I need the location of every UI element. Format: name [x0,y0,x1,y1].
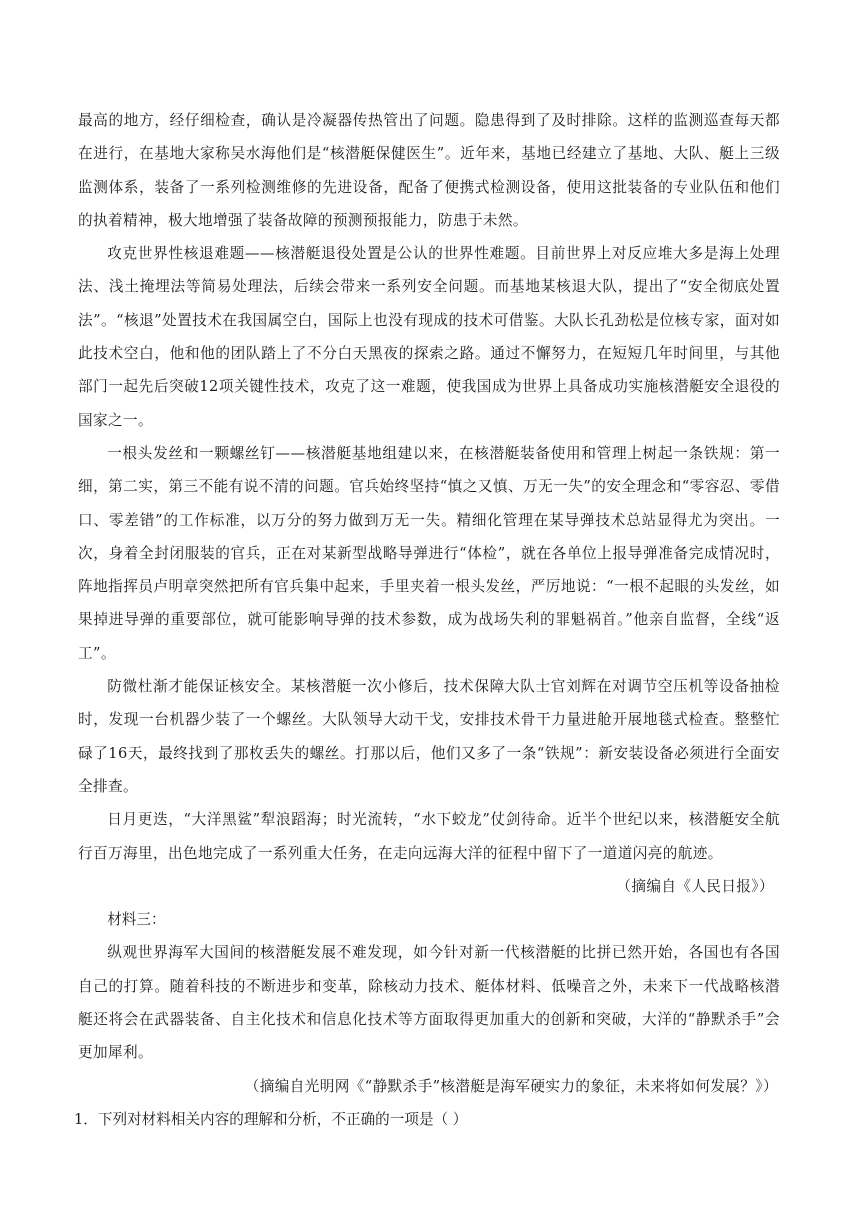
question-1: 1．下列对材料相关内容的理解和分析，不正确的一项是（ ） [74,1110,468,1128]
paragraph-decommission: 攻克世界性核退难题——核潜艇退役处置是公认的世界性难题。目前世界上对反应堆大多是海上处理法、浅土掩埋法等简易处理法，后续会带来一系列安全问题。而基地某核退大队，提出了“安全彻底处置法”。“核退”处置技术在我国属空白，国际上也没有现成的技术可借鉴。大队长孔劲松是位核专家，面对如此技术空白，他和他的团队踏上了不分白天黑夜的探索之路。通过不懈努力，在短短几年时间里，与其他部门一起先后突破12项关键性技术，攻克了这一难题，使我国成为世界上具备成功实施核潜艇安全退役的国家之一。 [78,245,780,429]
material-three-label: 材料三： [107,911,166,929]
paragraph-material-three: 纵观世界海军大国间的核潜艇发展不难发现，如今针对新一代核潜艇的比拼已然开始，各国也有各国自己的打算。随着科技的不断进步和变革，除核动力技术、艇体材料、低噪音之外，未来下一代战略核潜艇还将会在武器装备、自主化技术和信息化技术等方面取得更加重大的创新和突破，大洋的“静默杀手”会更加犀利。 [78,944,780,1062]
paragraph-prevention: 防微杜渐才能保证核安全。某核潜艇一次小修后，技术保障大队士官刘辉在对调节空压机等设备抽检时，发现一台机器少装了一个螺丝。大队领导大动干戈，安排技术骨干力量进舱开展地毯式检查。整整忙碌了16天，最终找到了那枚丢失的螺丝。打那以后，他们又多了一条“铁规”：新安装设备必须进行全面安全排查。 [78,678,780,795]
document-page [74,104,780,1136]
paragraph-checkup: 最高的地方，经仔细检查，确认是冷凝器传热管出了问题。隐患得到了及时排除。这样的监测巡查每天都在进行，在基地大家称吴水海他们是“核潜艇保健医生”。近年来，基地已经建立了基地、大队、艇上三级监测体系，装备了一系列检测维修的先进设备，配备了便携式检测设备，使用这批装备的专业队伍和他们的执着精神，极大地增强了装备故障的预测预报能力，防患于未然。 [78,112,780,229]
source-citation-renmin: （摘编自《人民日报》） [616,877,774,895]
paragraph-conclusion: 日月更迭，“大洋黑鲨”犁浪蹈海；时光流转，“水下蛟龙”仗剑待命。近半个世纪以来，核潜艇安全航行百万海里，出色地完成了一系列重大任务，在走向远海大洋的征程中留下了一道道闪亮的航迹。 [78,811,780,862]
source-citation-guangming: （摘编自光明网《“静默杀手”核潜艇是海军硬实力的象征，未来将如何发展？》） [244,1077,778,1095]
paragraph-hair-and-screw: 一根头发丝和一颗螺丝钉——核潜艇基地组建以来，在核潜艇装备使用和管理上树起一条铁规：第一细，第二实，第三不能有说不清的问题。官兵始终坚持“慎之又慎、万无一失”的安全理念和“零容忍、零借口、零差错”的工作标准，以万分的努力做到万无一失。精细化管理在某导弹技术总站显得尤为突出。一次，身着全封闭服装的官兵，正在对某新型战略导弹进行“体检”，就在各单位上报导弹准备完成情况时，阵地指挥员卢明章突然把所有官兵集中起来，手里夹着一根头发丝，严厉地说：“一根不起眼的头发丝，如果掉进导弹的重要部位，就可能影响导弹的技术参数，成为战场失利的罪魁祸首。”他亲自监督，全线“返工”。 [78,444,780,662]
